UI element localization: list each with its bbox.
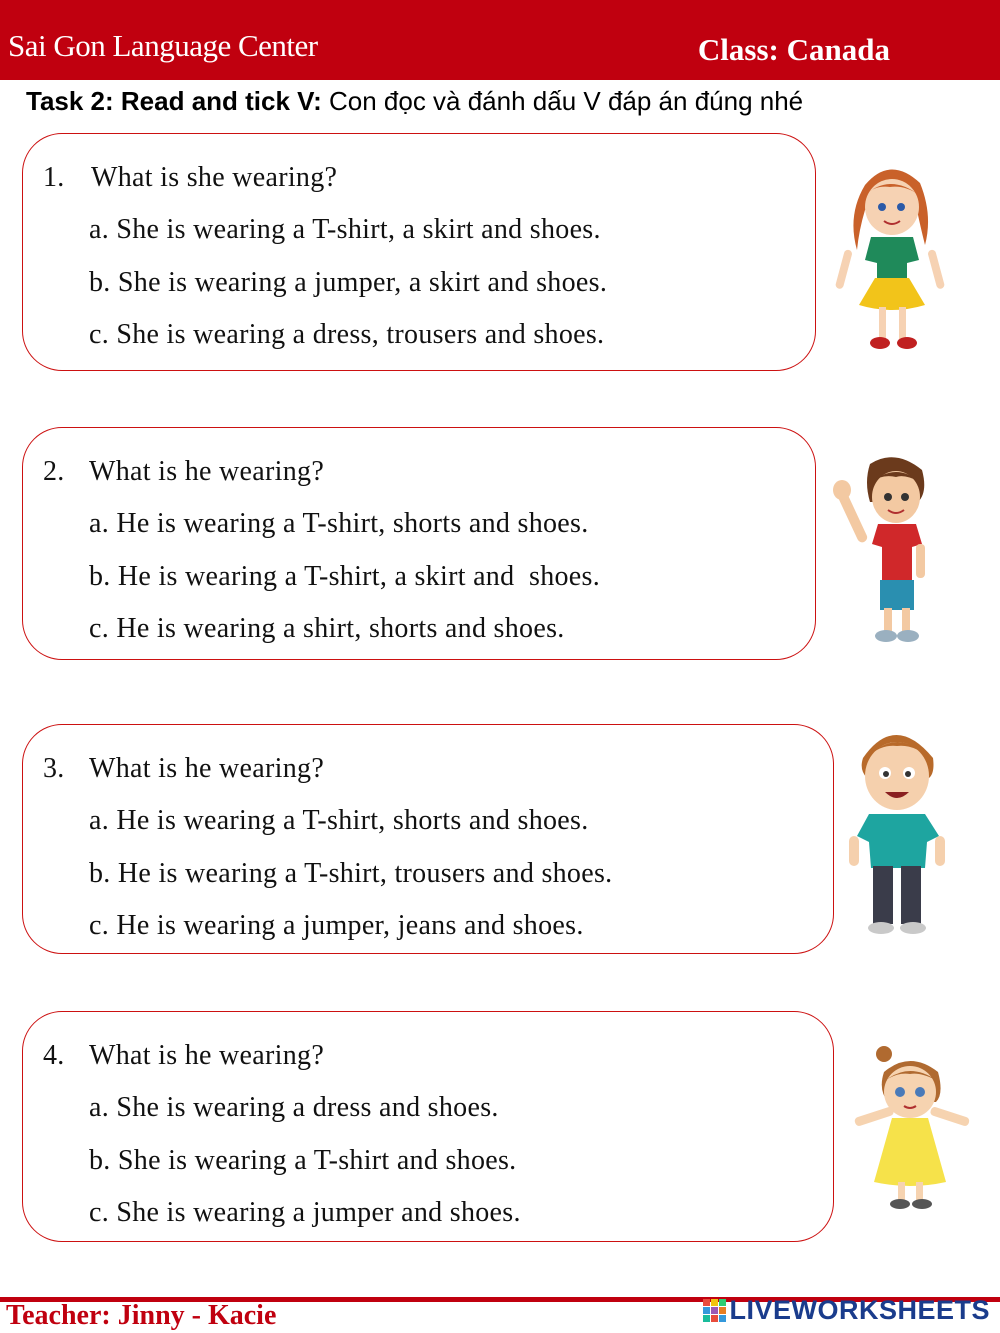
girl-t-shirt-skirt-icon [835, 155, 945, 355]
liveworksheets-grid-icon [703, 1299, 726, 1322]
option-b[interactable]: b. He is wearing a T-shirt, trousers and shoes. [89, 858, 613, 889]
option-a[interactable]: a. He is wearing a T-shirt, shorts and shoes. [89, 805, 589, 836]
option-c[interactable]: c. He is wearing a jumper, jeans and shoes. [89, 910, 584, 941]
question-box-1 [22, 133, 816, 371]
liveworksheets-brand: LIVEWORKSHEETS [729, 1294, 990, 1325]
task-description: Con đọc và đánh dấu V đáp án đúng nhé [321, 86, 804, 116]
question-number: 3. [43, 753, 65, 784]
task-title: Task 2: Read and tick V: [26, 86, 322, 116]
option-c[interactable]: c. She is wearing a jumper and shoes. [89, 1197, 521, 1228]
boy-waving-shorts-icon [830, 452, 940, 647]
question-number: 1. [43, 162, 65, 193]
question-text: What is she wearing? [91, 162, 338, 193]
question-text: What is he wearing? [89, 753, 325, 784]
option-a[interactable]: a. She is wearing a dress and shoes. [89, 1092, 499, 1123]
question-number: 4. [43, 1040, 65, 1071]
question-text: What is he wearing? [89, 1040, 325, 1071]
class-name: Class: Canada [697, 32, 890, 67]
option-b[interactable]: b. She is wearing a jumper, a skirt and shoes. [89, 267, 608, 298]
teacher-name: Teacher: Jinny - Kacie [6, 1300, 277, 1331]
question-text: What is he wearing? [89, 456, 325, 487]
option-b[interactable]: b. He is wearing a T-shirt, a skirt and shoes. [89, 561, 601, 592]
option-a[interactable]: a. She is wearing a T-shirt, a skirt and shoes. [89, 214, 601, 245]
girl-yellow-dress-icon [848, 1042, 978, 1214]
boy-t-shirt-trousers-icon [845, 718, 950, 938]
option-a[interactable]: a. He is wearing a T-shirt, shorts and shoes. [89, 508, 589, 539]
header-bar [0, 0, 1000, 80]
center-name: Sai Gon Language Center [8, 28, 318, 63]
task-instruction [26, 86, 803, 117]
question-box-4 [22, 1011, 834, 1242]
liveworksheets-logo [703, 1294, 990, 1326]
option-b[interactable]: b. She is wearing a T-shirt and shoes. [89, 1145, 517, 1176]
question-box-2 [22, 427, 816, 660]
question-box-3 [22, 724, 834, 954]
option-c[interactable]: c. She is wearing a dress, trousers and shoes. [89, 319, 605, 350]
question-number: 2. [43, 456, 65, 487]
option-c[interactable]: c. He is wearing a shirt, shorts and shoes. [89, 613, 565, 644]
